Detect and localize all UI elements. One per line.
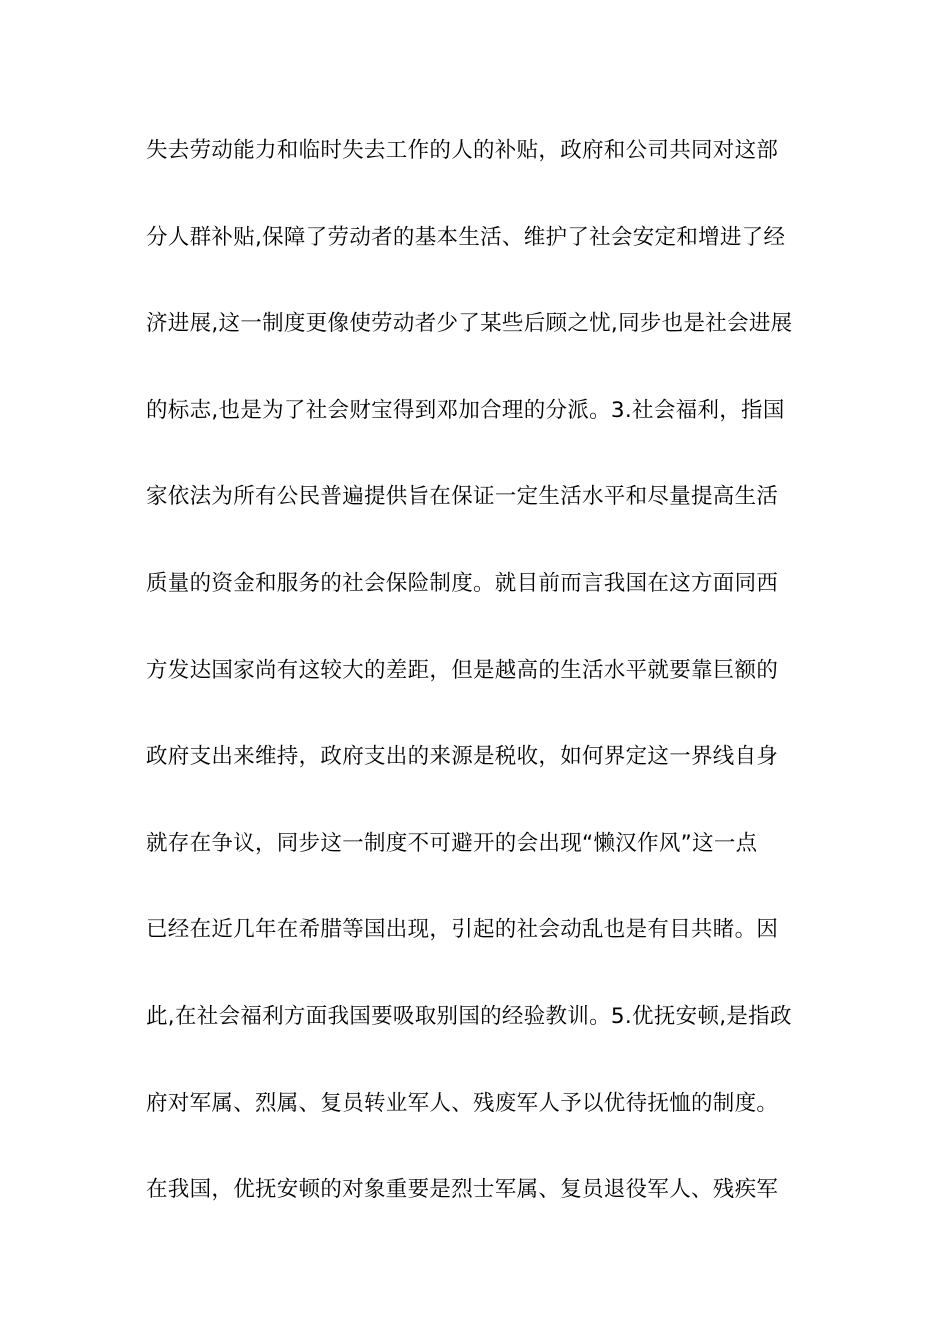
text-line: 在我国，优抚安顿的对象重要是烈士军属、复员退役军人、残疾军 (146, 1177, 779, 1203)
text-line: 失去劳动能力和临时失去工作的人的补贴，政府和公司共同对这部 (146, 138, 779, 163)
text-line: 政府支出来维持，政府支出的来源是税收，如何界定这一界线自身 (146, 744, 779, 770)
text-line: 府对军属、烈属、复员转业军人、残废军人予以优待抚恤的制度。 (146, 1090, 779, 1116)
text-line: 的标志,也是为了社会财宝得到邓加合理的分派。3.社会福利，指国 (146, 397, 785, 423)
text-line: 此,在社会福利方面我国要吸取别国的经验教训。5.优抚安顿,是指政 (146, 1003, 792, 1029)
text-line: 分人群补贴,保障了劳动者的基本生活、维护了社会安定和增进了经 (146, 224, 786, 250)
text-line: 就存在争议，同步这一制度不可避开的会出现“懒汉作风”这一点 (146, 830, 758, 856)
text-line: 质量的资金和服务的社会保险制度。就目前而言我国在这方面同西 (146, 570, 779, 596)
text-line: 已经在近几年在希腊等国出现，引起的社会动乱也是有目共睹。因 (146, 917, 779, 943)
text-line: 家依法为所有公民普遍提供旨在保证一定生活水平和尽量提高生活 (146, 484, 779, 510)
text-line: 方发达国家尚有这较大的差距，但是越高的生活水平就要靠巨额的 (146, 657, 779, 683)
body-text (146, 131, 826, 1257)
text-line: 济进展,这一制度更像使劳动者少了某些后顾之忧,同步也是社会进展 (146, 311, 793, 337)
